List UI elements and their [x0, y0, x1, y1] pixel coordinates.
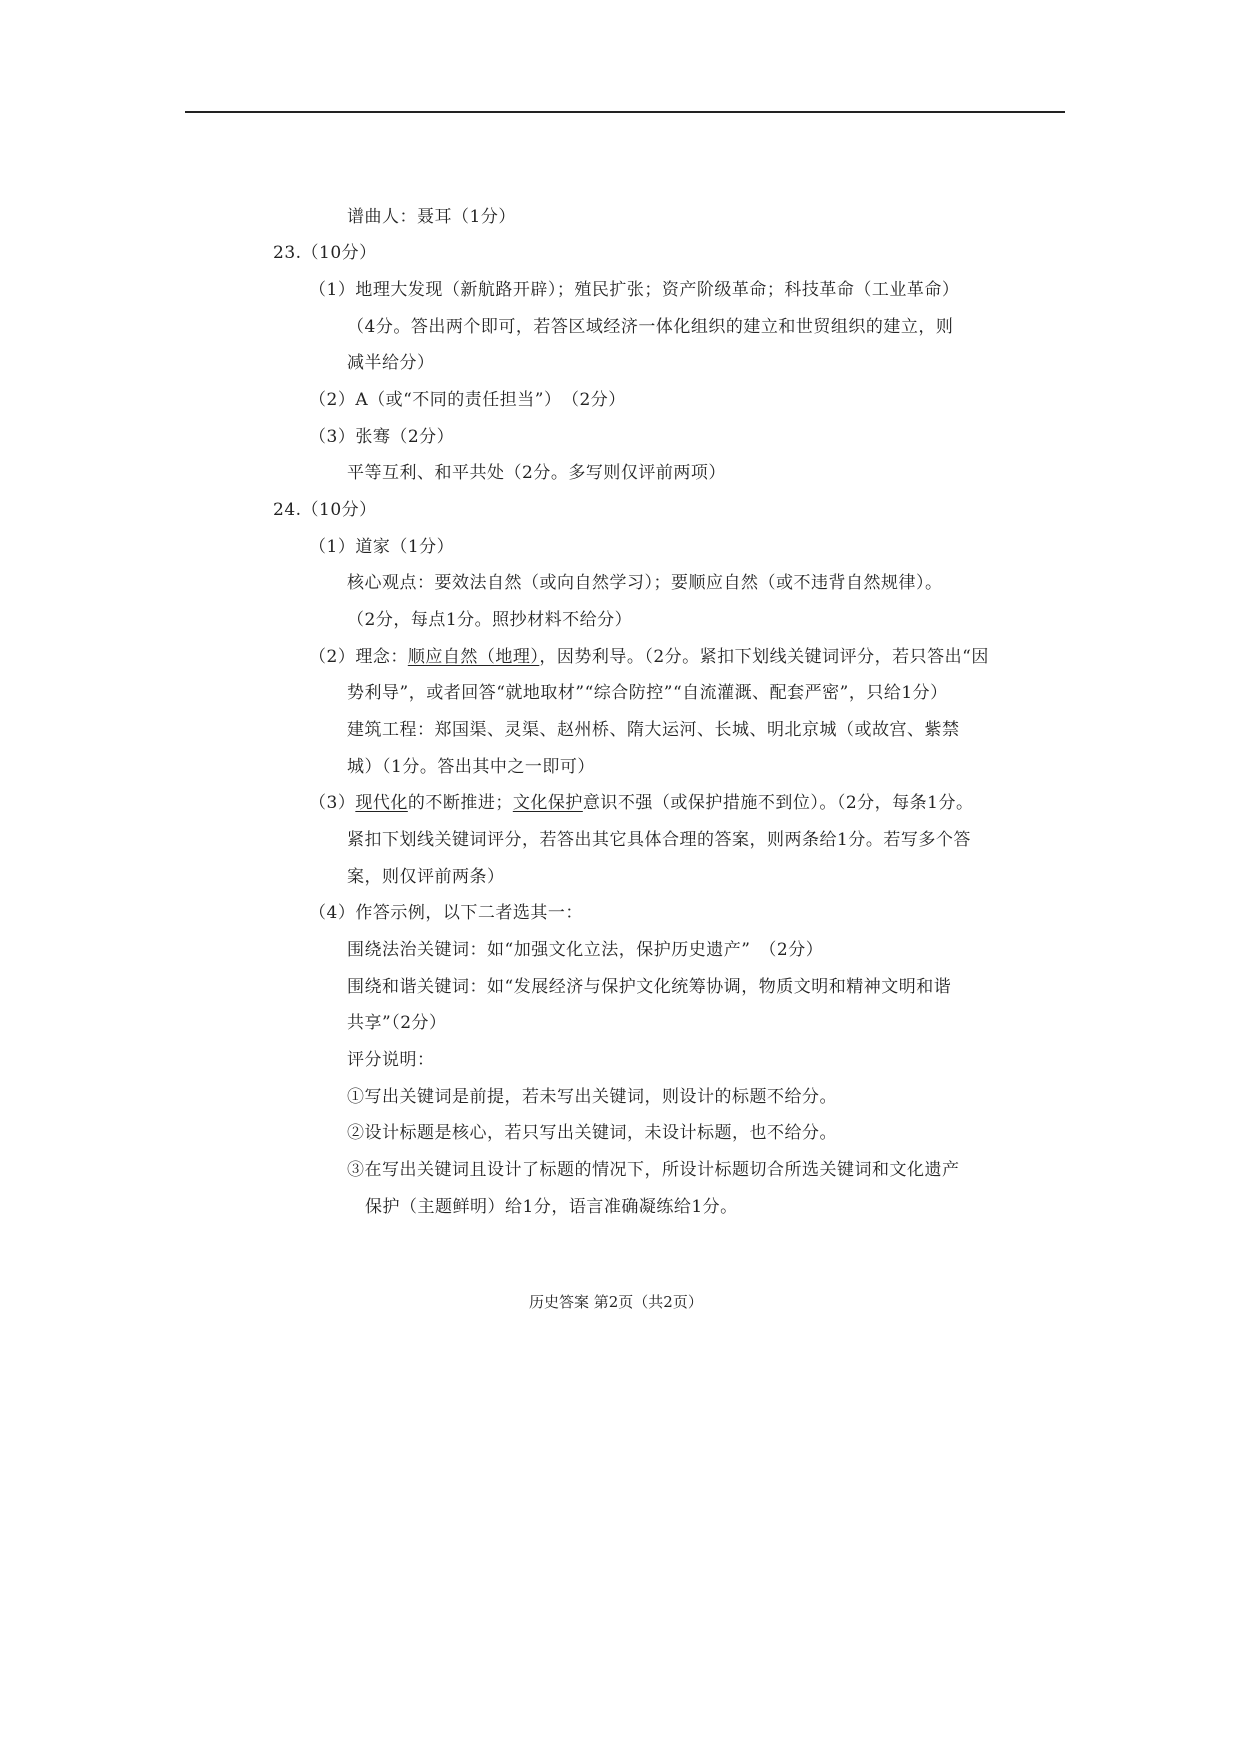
- text-line: （2）A（或“不同的责任担当”） （2分）: [309, 390, 626, 410]
- underlined-keyword: 文化保护: [512, 793, 583, 813]
- line-rest: ，因势利导。（2分。紧扣下划线关键词评分，若只答出“因: [539, 647, 989, 667]
- underlined-keyword: 现代化: [355, 793, 408, 813]
- text-line: 城）（1分。答出其中之一即可）: [347, 757, 595, 777]
- text-line: 势利导”，或者回答“就地取材”“综合防控”“自流灌溉、配套严密”，只给1分）: [347, 683, 948, 703]
- text-line: 平等互利、和平共处（2分。多写则仅评前两项）: [347, 463, 726, 483]
- text-line: 谱曲人：聂耳（1分）: [347, 207, 516, 227]
- text-line: （2分，每点1分。照抄材料不给分）: [347, 610, 633, 630]
- text-line: 案，则仅评前两条）: [347, 867, 505, 887]
- text-line: 评分说明：: [347, 1050, 435, 1070]
- text-line: 保护（主题鲜明）给1分，语言准确凝练给1分。: [365, 1197, 738, 1217]
- text-line: 围绕和谐关键词：如“发展经济与保护文化统筹协调，物质文明和精神文明和谐: [347, 977, 952, 997]
- line-prefix: （3）: [309, 793, 356, 813]
- text-line: ③在写出关键词且设计了标题的情况下，所设计标题切合所选关键词和文化遗产: [347, 1160, 960, 1180]
- line-prefix: （2）理念：: [309, 647, 408, 667]
- text-line: 减半给分）: [347, 353, 435, 373]
- page-footer: 历史答案 第2页（共2页）: [529, 1293, 703, 1311]
- header-rule: [185, 111, 1065, 113]
- text-line: （1）道家（1分）: [309, 537, 455, 557]
- text-line: （3）张骞（2分）: [309, 427, 455, 447]
- text-line: 紧扣下划线关键词评分，若答出其它具体合理的答案，则两条给1分。若写多个答: [347, 830, 971, 850]
- question-23-heading: 23.（10分）: [273, 243, 377, 263]
- line-middle: 的不断推进；: [407, 793, 513, 813]
- text-line: （4分。答出两个即可，若答区域经济一体化组织的建立和世贸组织的建立，则: [347, 317, 954, 337]
- underlined-keyword: 顺应自然（地理）: [407, 647, 540, 667]
- text-line: ②设计标题是核心，若只写出关键词，未设计标题，也不给分。: [347, 1123, 837, 1143]
- text-line: 共享”（2分）: [347, 1013, 447, 1033]
- text-line: （1）地理大发现（新航路开辟）；殖民扩张；资产阶级革命；科技革命（工业革命）: [309, 280, 960, 300]
- text-line: （4）作答示例，以下二者选其一：: [309, 903, 583, 923]
- text-line: [309, 646, 989, 668]
- question-24-heading: 24.（10分）: [273, 500, 377, 520]
- text-line: ①写出关键词是前提，若未写出关键词，则设计的标题不给分。: [347, 1087, 837, 1107]
- text-line: [309, 792, 973, 814]
- text-line: 核心观点：要效法自然（或向自然学习）；要顺应自然（或不违背自然规律）。: [347, 573, 943, 593]
- text-line: 围绕法治关键词：如“加强文化立法，保护历史遗产” （2分）: [347, 940, 824, 960]
- line-rest: 意识不强（或保护措施不到位）。（2分，每条1分。: [582, 793, 974, 813]
- text-line: 建筑工程：郑国渠、灵渠、赵州桥、隋大运河、长城、明北京城（或故宫、紫禁: [347, 720, 960, 740]
